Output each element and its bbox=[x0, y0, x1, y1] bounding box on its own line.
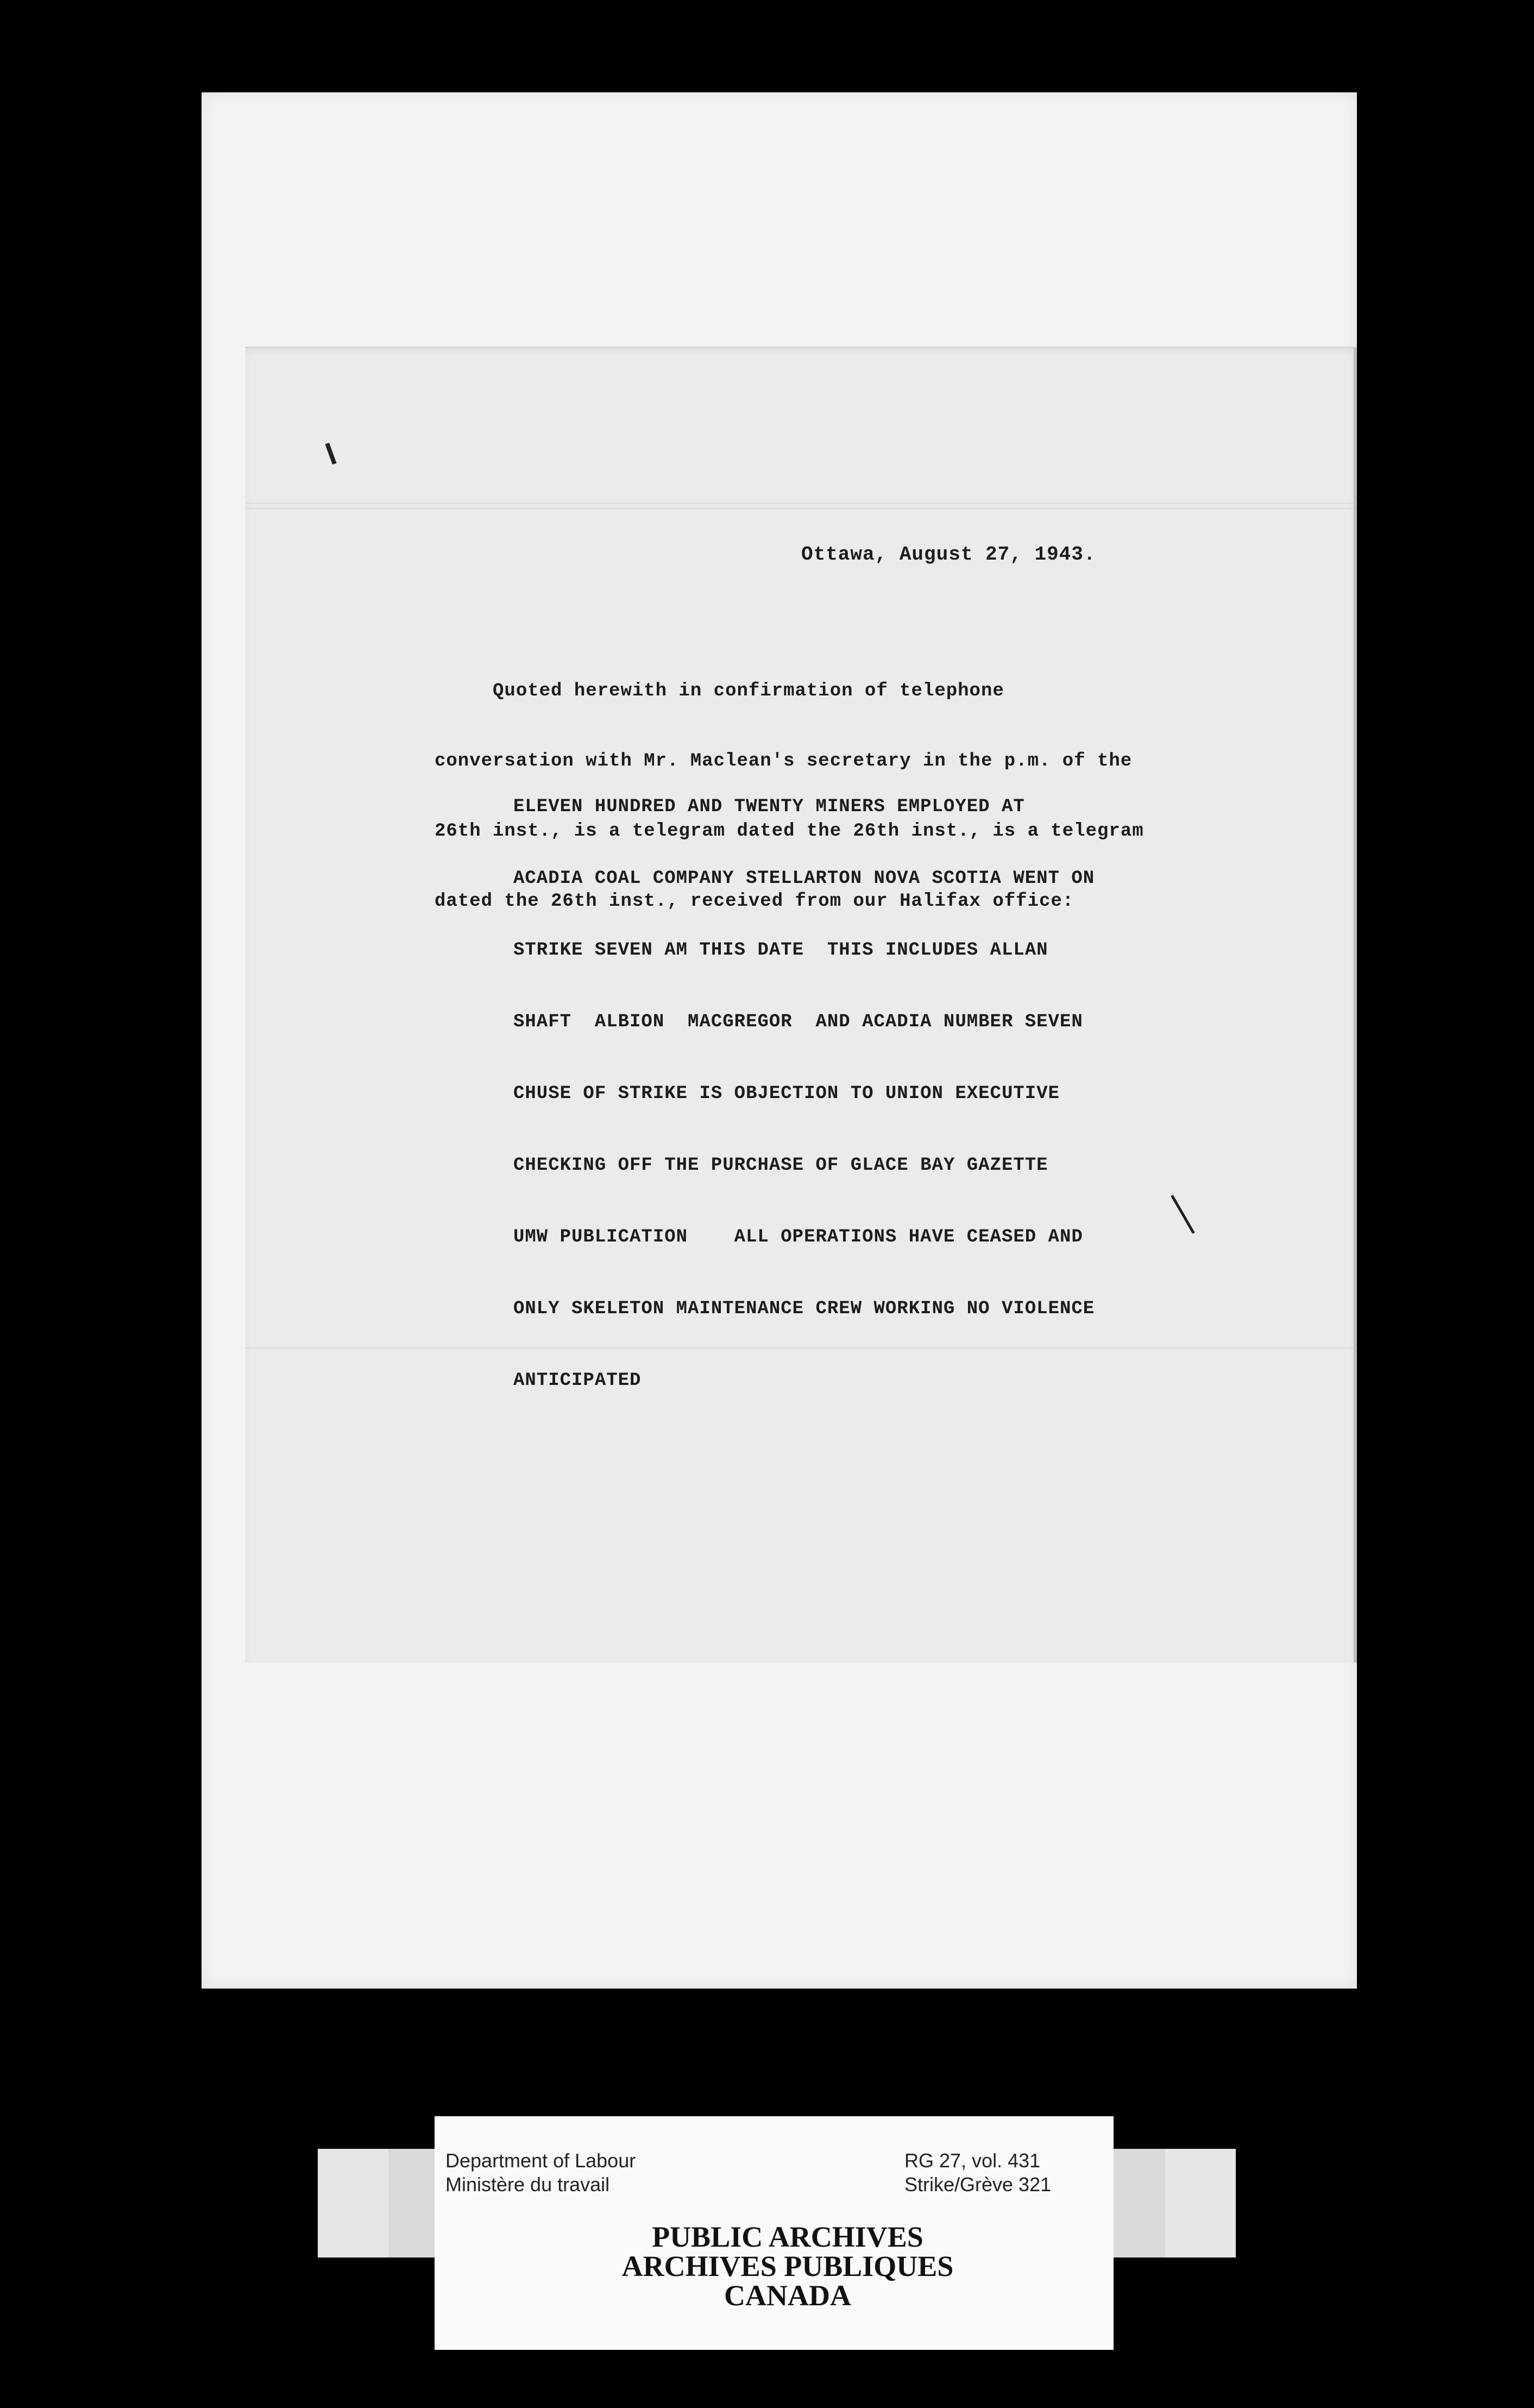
sheet-fold-line bbox=[246, 508, 1354, 509]
archives-line-fr: ARCHIVES PUBLIQUES bbox=[621, 2250, 954, 2282]
telegram-line: SHAFT ALBION MACGREGOR AND ACADIA NUMBER SEVEN bbox=[513, 1012, 1083, 1032]
department-fr: Ministère du travail bbox=[445, 2173, 610, 2196]
letter-date: Ottawa, August 27, 1943. bbox=[801, 543, 1096, 566]
label-tab-right bbox=[1165, 2149, 1236, 2258]
telegram-line: ELEVEN HUNDRED AND TWENTY MINERS EMPLOYED AT bbox=[513, 797, 1025, 817]
intro-line: conversation with Mr. Maclean's secretary in the p.m. of the bbox=[435, 751, 1133, 772]
telegram-line: ONLY SKELETON MAINTENANCE CREW WORKING NO VIOLENCE bbox=[513, 1299, 1095, 1319]
telegram-text bbox=[513, 747, 1095, 1416]
telegram-line: CHECKING OFF THE PURCHASE OF GLACE BAY GAZETTE bbox=[513, 1155, 1048, 1176]
telegram-line: STRIKE SEVEN AM THIS DATE THIS INCLUDES ALLAN bbox=[513, 940, 1048, 961]
archives-line-en: PUBLIC ARCHIVES bbox=[652, 2221, 923, 2253]
department-label bbox=[445, 2149, 636, 2197]
telegram-line: UMW PUBLICATION ALL OPERATIONS HAVE CEASED AND bbox=[513, 1227, 1083, 1247]
department-en: Department of Labour bbox=[445, 2149, 636, 2172]
telegram-line: ACADIA COAL COMPANY STELLARTON NOVA SCOTIA WENT ON bbox=[513, 868, 1095, 889]
intro-line: dated the 26th inst., received from our Halifax office: bbox=[435, 891, 1074, 912]
reference-strike: Strike/Grève 321 bbox=[904, 2173, 1052, 2196]
archives-line-country: CANADA bbox=[724, 2279, 851, 2312]
telegram-line: ANTICIPATED bbox=[513, 1370, 642, 1391]
label-tab-left bbox=[318, 2149, 388, 2258]
telegram-line: CHUSE OF STRIKE IS OBJECTION TO UNION EXECUTIVE bbox=[513, 1083, 1060, 1104]
reference-label bbox=[904, 2149, 1051, 2197]
archives-stamp bbox=[543, 2222, 1032, 2310]
intro-line: Quoted herewith in confirmation of telephone bbox=[435, 681, 1004, 701]
reference-volume: RG 27, vol. 431 bbox=[904, 2149, 1041, 2172]
sheet-fold-line bbox=[246, 503, 1354, 504]
intro-line: 26th inst., is a telegram dated the 26th inst., is a telegram bbox=[435, 821, 1144, 842]
